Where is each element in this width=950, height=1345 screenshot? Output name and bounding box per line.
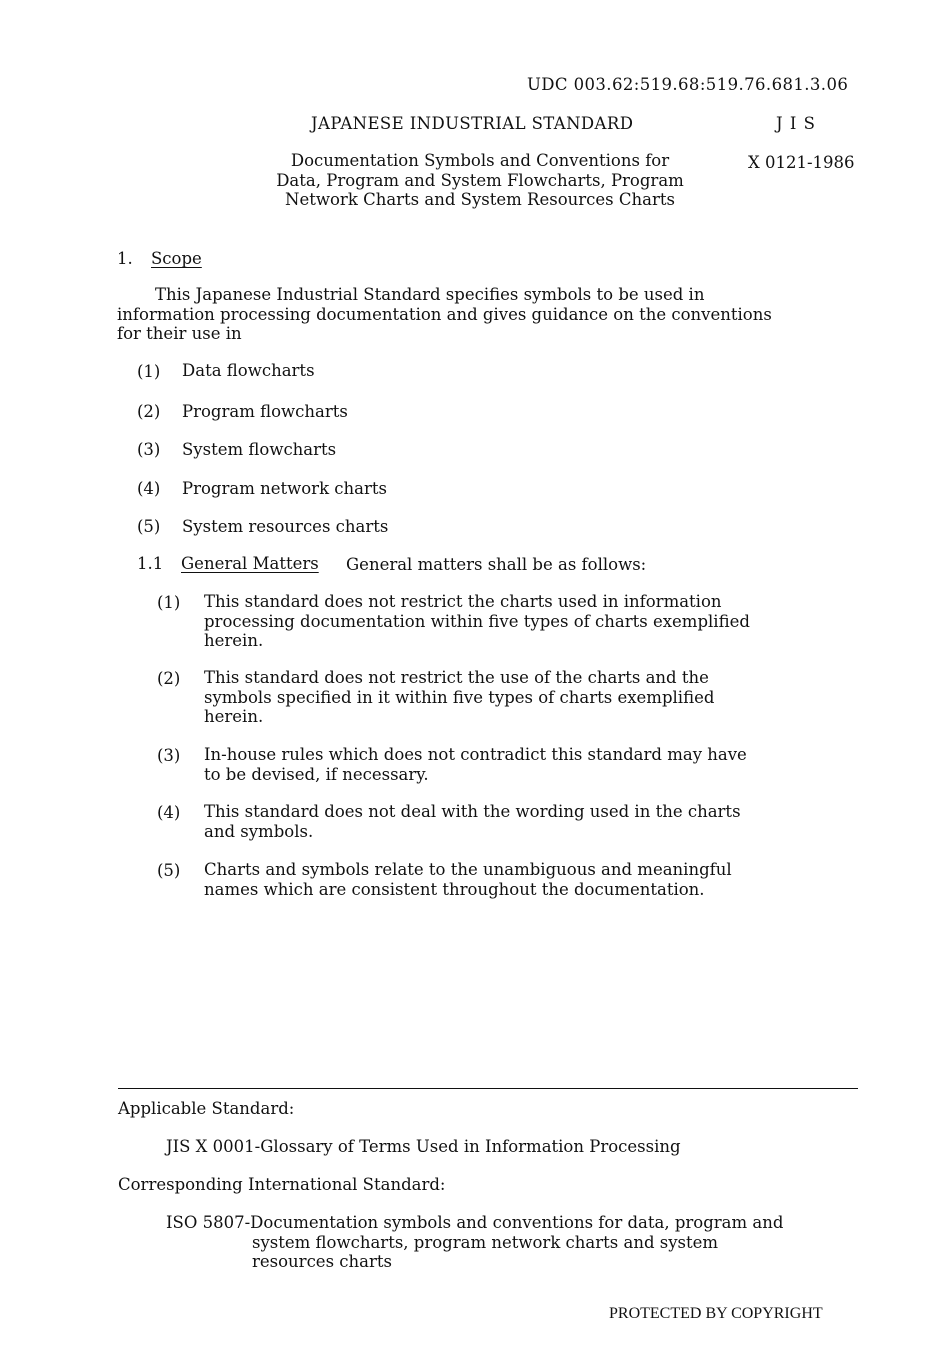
paragraph-line: This Japanese Industrial Standard specifies symbols to be used in (155, 285, 705, 304)
copyright-notice: PROTECTED BY COPYRIGHT (609, 1305, 823, 1322)
paragraph-line: for their use in (117, 324, 242, 343)
list-item-text: Charts and symbols relate to the unambiguous and meaningful names which are consistent throughout the documentation. (204, 860, 732, 899)
list-item-number: (4) (137, 479, 161, 498)
list-item-text: System flowcharts (182, 440, 337, 459)
list-item-text: Program network charts (182, 479, 388, 498)
standard-designation: X 0121-1986 (748, 153, 855, 172)
applicable-standard-label: Applicable Standard: (118, 1099, 295, 1118)
list-item-text: This standard does not deal with the wording used in the charts and symbols. (204, 802, 741, 841)
list-item-number: (5) (137, 517, 161, 536)
subsection-number: 1.1 (137, 554, 164, 573)
list-item-number: (2) (157, 669, 181, 688)
document-title (240, 151, 720, 210)
list-item-number: (5) (157, 861, 181, 880)
list-item-number: (3) (157, 746, 181, 765)
section-heading-scope: Scope (151, 249, 202, 268)
section-number: 1. (117, 249, 133, 268)
paragraph-line: information processing documentation and gives guidance on the conventions (117, 304, 772, 324)
title-line: Data, Program and System Flowcharts, Program (276, 170, 684, 190)
list-item-number: (1) (137, 362, 161, 381)
jis-mark: J I S (776, 114, 816, 133)
list-item-text: This standard does not restrict the charts used in information processing documentation within five types of charts exemplified herein. (204, 592, 750, 650)
udc-code: UDC 003.62:519.68:519.76.681.3.06 (527, 75, 849, 94)
list-item-text: System resources charts (182, 517, 389, 536)
list-item-text: In-house rules which does not contradict this standard may have to be devised, if necessary. (204, 745, 747, 784)
list-item-text: Program flowcharts (182, 402, 348, 421)
list-item-number: (1) (157, 593, 181, 612)
list-item-text: This standard does not restrict the use of the charts and the symbols specified in it within five types of charts exemplified herein. (204, 668, 715, 726)
corresponding-standard-label: Corresponding International Standard: (118, 1175, 446, 1194)
list-item-number: (3) (137, 440, 161, 459)
corresponding-standard-value: ISO 5807-Documentation symbols and conventions for data, program and system flowcharts, program network charts and system resources charts (166, 1213, 784, 1271)
subsection-heading-general-matters: General Matters (181, 554, 319, 573)
title-line: Documentation Symbols and Conventions for (290, 151, 670, 170)
scope-intro (117, 285, 772, 344)
footnote-divider (118, 1088, 858, 1089)
standard-name: JAPANESE INDUSTRIAL STANDARD (311, 114, 634, 133)
list-item-number: (4) (157, 803, 181, 822)
applicable-standard-value: JIS X 0001-Glossary of Terms Used in Information Processing (166, 1137, 681, 1156)
list-item-number: (2) (137, 402, 161, 421)
list-item-text: Data flowcharts (182, 361, 315, 380)
subsection-lead: General matters shall be as follows: (346, 555, 647, 574)
title-line: Network Charts and System Resources Charts (285, 190, 675, 209)
